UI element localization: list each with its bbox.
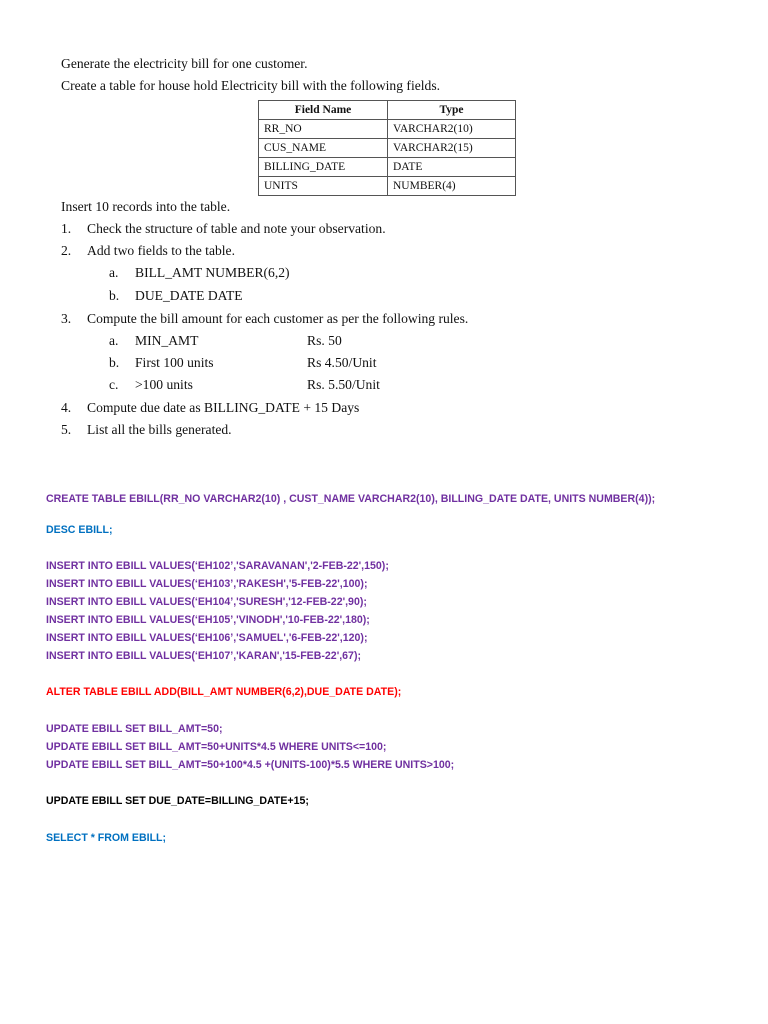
add-field-a [109,265,290,281]
table-row [259,120,516,139]
step-text: Compute the bill amount for each customer as per the following rules. [87,311,469,326]
field-name-cell: BILLING_DATE [259,158,388,177]
sql-select: SELECT * FROM EBILL; [46,832,167,844]
sql-insert: INSERT INTO EBILL VALUES(‘EH103’,'RAKESH','5-FEB-22',100); [46,578,368,590]
item-text: DUE_DATE DATE [135,288,243,303]
sql-update: UPDATE EBILL SET BILL_AMT=50+100*4.5 +(UNITS-100)*5.5 WHERE UNITS>100; [46,759,455,771]
field-type-cell: VARCHAR2(15) [388,139,516,158]
sql-create-table: CREATE TABLE EBILL(RR_NO VARCHAR2(10) , CUST_NAME VARCHAR2(10), BILLING_DATE DATE, UNITS NUMBER(4)); [46,493,656,505]
instruction-line-1: Generate the electricity bill for one customer. [61,56,308,71]
field-type-cell: VARCHAR2(10) [388,120,516,139]
step-4 [61,400,359,416]
field-name-cell: RR_NO [259,120,388,139]
rule-a [109,333,429,349]
sql-update: UPDATE EBILL SET BILL_AMT=50; [46,723,223,735]
sql-insert: INSERT INTO EBILL VALUES(‘EH107’,'KARAN','15-FEB-22',67); [46,650,361,662]
sql-desc: DESC EBILL; [46,524,113,536]
sql-insert: INSERT INTO EBILL VALUES(‘EH104’,'SURESH','12-FEB-22',90); [46,596,367,608]
sql-insert: INSERT INTO EBILL VALUES(‘EH102’,'SARAVANAN','2-FEB-22',150); [46,560,389,572]
rule-label: MIN_AMT [135,333,199,348]
item-text: BILL_AMT NUMBER(6,2) [135,265,290,280]
rule-label: First 100 units [135,355,214,370]
sql-insert: INSERT INTO EBILL VALUES(‘EH106’,'SAMUEL','6-FEB-22',120); [46,632,368,644]
sql-update: UPDATE EBILL SET BILL_AMT=50+UNITS*4.5 WHERE UNITS<=100; [46,741,387,753]
rule-amount: Rs. 50 [307,333,342,348]
step-1 [61,221,386,237]
step-text: List all the bills generated. [87,422,232,437]
step-text: Compute due date as BILLING_DATE + 15 Days [87,400,360,415]
step-5 [61,422,232,438]
sql-alter-table: ALTER TABLE EBILL ADD(BILL_AMT NUMBER(6,2),DUE_DATE DATE); [46,686,402,698]
item-letter: c. [109,377,119,392]
field-type-cell: DATE [388,158,516,177]
step-text: Add two fields to the table. [87,243,235,258]
field-name-cell: UNITS [259,177,388,196]
step-number: 1. [61,221,72,236]
step-number: 3. [61,311,72,326]
rule-amount: Rs 4.50/Unit [307,355,377,370]
table-row [259,139,516,158]
step-number: 2. [61,243,72,258]
field-name-cell: CUS_NAME [259,139,388,158]
item-letter: a. [109,333,119,348]
item-letter: b. [109,288,120,303]
step-number: 4. [61,400,72,415]
add-field-b [109,288,243,304]
rule-amount: Rs. 5.50/Unit [307,377,380,392]
step-text: Check the structure of table and note your observation. [87,221,386,236]
step-number: 5. [61,422,72,437]
table-row [259,158,516,177]
field-type-cell: NUMBER(4) [388,177,516,196]
fields-table-header [259,101,516,120]
fields-table [258,100,516,196]
table-row [259,177,516,196]
header-field-name: Field Name [259,101,388,120]
step-2 [61,243,235,259]
insert-instruction: Insert 10 records into the table. [61,199,231,214]
item-letter: b. [109,355,120,370]
rule-label: >100 units [135,377,193,392]
rule-b [109,355,429,371]
sql-update-due-date: UPDATE EBILL SET DUE_DATE=BILLING_DATE+15; [46,795,309,807]
instruction-line-2: Create a table for house hold Electricity bill with the following fields. [61,78,441,93]
item-letter: a. [109,265,119,280]
header-type: Type [388,101,516,120]
rule-c [109,377,429,393]
sql-insert: INSERT INTO EBILL VALUES(‘EH105’,'VINODH','10-FEB-22',180); [46,614,370,626]
step-3 [61,311,468,327]
